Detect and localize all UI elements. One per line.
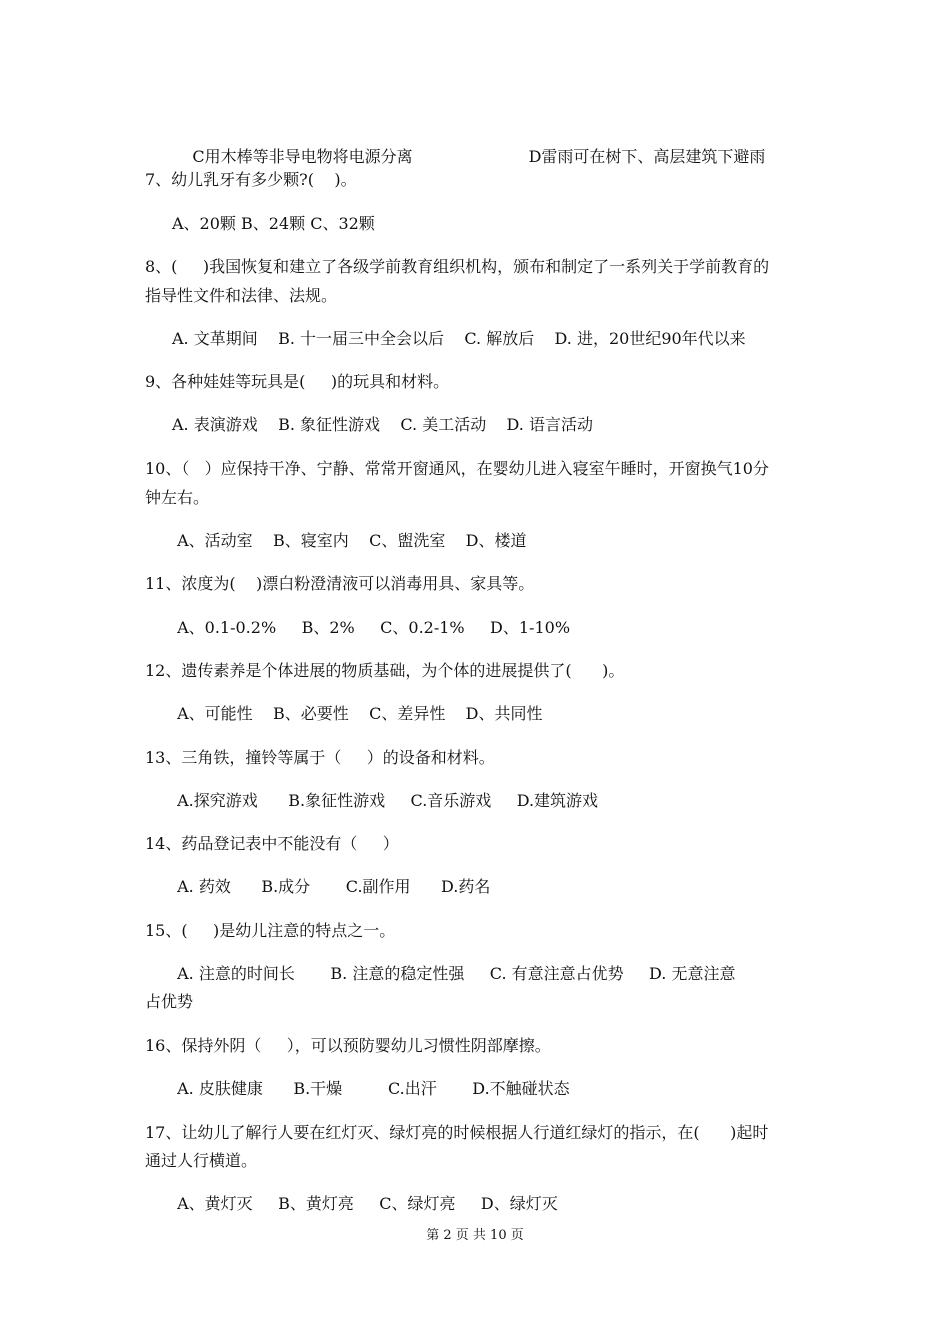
- q6-option-d: D雷雨可在树下、高层建筑下避雨: [528, 147, 766, 166]
- question-stem: 11、浓度为( )漂白粉澄清液可以消毒用具、家具等。: [145, 574, 535, 593]
- question-stem: 8、( )我国恢复和建立了各级学前教育组织机构，颁布和制定了一系列关于学前教育的: [145, 257, 770, 276]
- q6-option-c: C用木棒等非导电物将电源分离: [192, 147, 413, 166]
- question-options: A、0.1-0.2% B、2% C、0.2-1% D、1-10%: [172, 618, 571, 637]
- question-stem-cont: 钟左右。: [145, 488, 210, 507]
- question-options: A. 表演游戏 B. 象征性游戏 C. 美工活动 D. 语言活动: [172, 415, 593, 434]
- question-options: A、黄灯灭 B、黄灯亮 C、绿灯亮 D、绿灯灭: [172, 1194, 558, 1213]
- question-stem: 7、幼儿乳牙有多少颗?( )。: [145, 170, 357, 189]
- question-stem: 13、三角铁，撞铃等属于（ ）的设备和材料。: [145, 748, 495, 767]
- question-options-cont: 占优势: [145, 992, 194, 1011]
- question-stem-cont: 指导性文件和法律、法规。: [145, 286, 338, 305]
- question-stem: 12、遗传素养是个体进展的物质基础，为个体的进展提供了( )。: [145, 661, 625, 680]
- question-options: A. 注意的时间长 B. 注意的稳定性强 C. 有意注意占优势 D. 无意注意: [172, 964, 736, 983]
- question-stem: 10、（ ）应保持干净、宁静、常常开窗通风，在婴幼儿进入寝室午睡时，开窗换气10分: [145, 459, 769, 478]
- question-stem-cont: 通过人行横道。: [145, 1151, 258, 1170]
- question-options: A、可能性 B、必要性 C、差异性 D、共同性: [172, 704, 543, 723]
- question-stem: 9、各种娃娃等玩具是( )的玩具和材料。: [145, 372, 450, 391]
- question-options: A. 文革期间 B. 十一届三中全会以后 C. 解放后 D. 进，20世纪90年代以来: [172, 329, 746, 348]
- page-footer: 第 2 页 共 10 页: [426, 1228, 524, 1243]
- question-options: A.探究游戏 B.象征性游戏 C.音乐游戏 D.建筑游戏: [172, 791, 599, 810]
- question-options: A、20颗 B、24颗 C、32颗: [172, 214, 375, 233]
- question-stem: 14、药品登记表中不能没有（ ）: [145, 834, 399, 853]
- question-options: A. 皮肤健康 B.干燥 C.出汗 D.不触碰状态: [172, 1079, 570, 1098]
- question-stem: 16、保持外阴（ ），可以预防婴幼儿习惯性阴部摩擦。: [145, 1036, 551, 1055]
- question-stem: 15、( )是幼儿注意的特点之一。: [145, 921, 396, 940]
- question-options: A、活动室 B、寝室内 C、盥洗室 D、楼道: [172, 531, 527, 550]
- question-stem: 17、让幼儿了解行人要在红灯灭、绿灯亮的时候根据人行道红绿灯的指示，在( )起时: [145, 1123, 769, 1142]
- question-options: A. 药效 B.成分 C.副作用 D.药名: [172, 877, 491, 896]
